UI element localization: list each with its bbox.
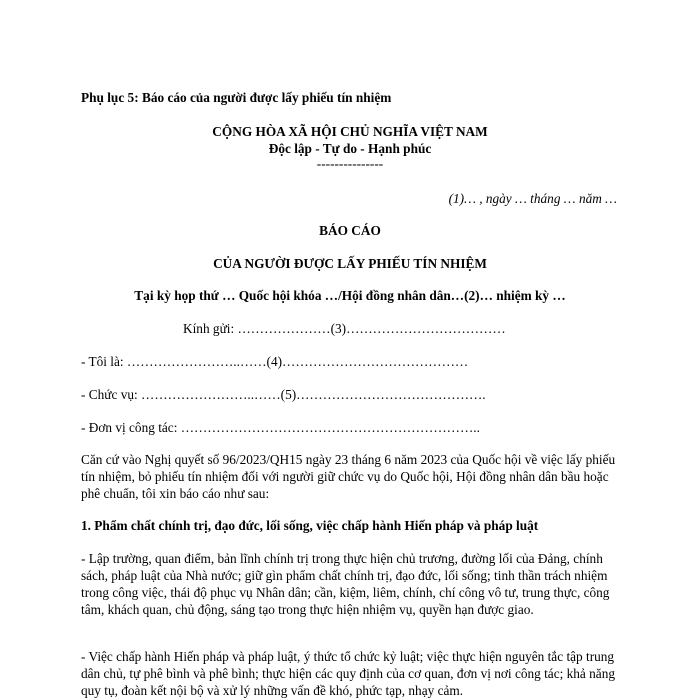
- section-1-paragraph-2: - Việc chấp hành Hiến pháp và pháp luật, ý thức tổ chức kỷ luật; việc thực hiện nguyên tắc tập trung dân chủ, tự phê bình và phê bình; thực hiện các quy định của cơ quan, đơn vị nơi công tác; khả năng quy tụ, đoàn kết nội bộ và xử lý những vấn đề khó, phức tạp, nhạy cảm.: [81, 649, 615, 698]
- nation-header: CỘNG HÒA XÃ HỘI CHỦ NGHĨA VIỆT NAM: [212, 124, 488, 139]
- document-title: BÁO CÁO: [319, 223, 381, 238]
- appendix-title: Phụ lục 5: Báo cáo của người được lấy phiếu tín nhiệm: [81, 90, 392, 105]
- field-name: - Tôi là: ……………………..……(4)……………………………………: [81, 354, 469, 369]
- field-unit: - Đơn vị công tác: …………………………………………………………..: [81, 420, 480, 435]
- addressee-line: Kính gửi: …………………(3)………………………………: [183, 321, 506, 336]
- document-subtitle: CỦA NGƯỜI ĐƯỢC LẤY PHIẾU TÍN NHIỆM: [213, 256, 487, 271]
- place-date: (1)… , ngày … tháng … năm …: [448, 191, 617, 206]
- intro-paragraph: Căn cứ vào Nghị quyết số 96/2023/QH15 ngày 23 tháng 6 năm 2023 của Quốc hội về việc lấy phiếu tín nhiệm, bỏ phiếu tín nhiệm đối với người giữ chức vụ do Quốc hội, Hội đồng nhân dân bầu hoặc phê chuẩn, tôi xin báo cáo như sau:: [81, 452, 616, 501]
- section-1-paragraph-1: - Lập trường, quan điểm, bản lĩnh chính trị trong thực hiện chủ trương, đường lối của Đảng, chính sách, pháp luật của Nhà nước; giữ gìn phẩm chất chính trị, đạo đức, lối sống; tinh thần trách nhiệm trong công việc, thái độ phục vụ Nhân dân; cần, kiệm, liêm, chính, chí công vô tư, trung thực, công tâm, khách quan, chủ động, sáng tạo trong thực hiện nhiệm vụ, quyền hạn được giao.: [81, 551, 610, 617]
- header-separator: ---------------: [316, 156, 384, 171]
- section-1-heading: 1. Phẩm chất chính trị, đạo đức, lối sống, việc chấp hành Hiến pháp và pháp luật: [81, 518, 539, 533]
- session-line: Tại kỳ họp thứ … Quốc hội khóa …/Hội đồng nhân dân…(2)… nhiệm kỳ …: [134, 288, 566, 303]
- field-position: - Chức vụ: ……………………..……(5)…………………………………….: [81, 387, 486, 402]
- motto: Độc lập - Tự do - Hạnh phúc: [268, 141, 432, 156]
